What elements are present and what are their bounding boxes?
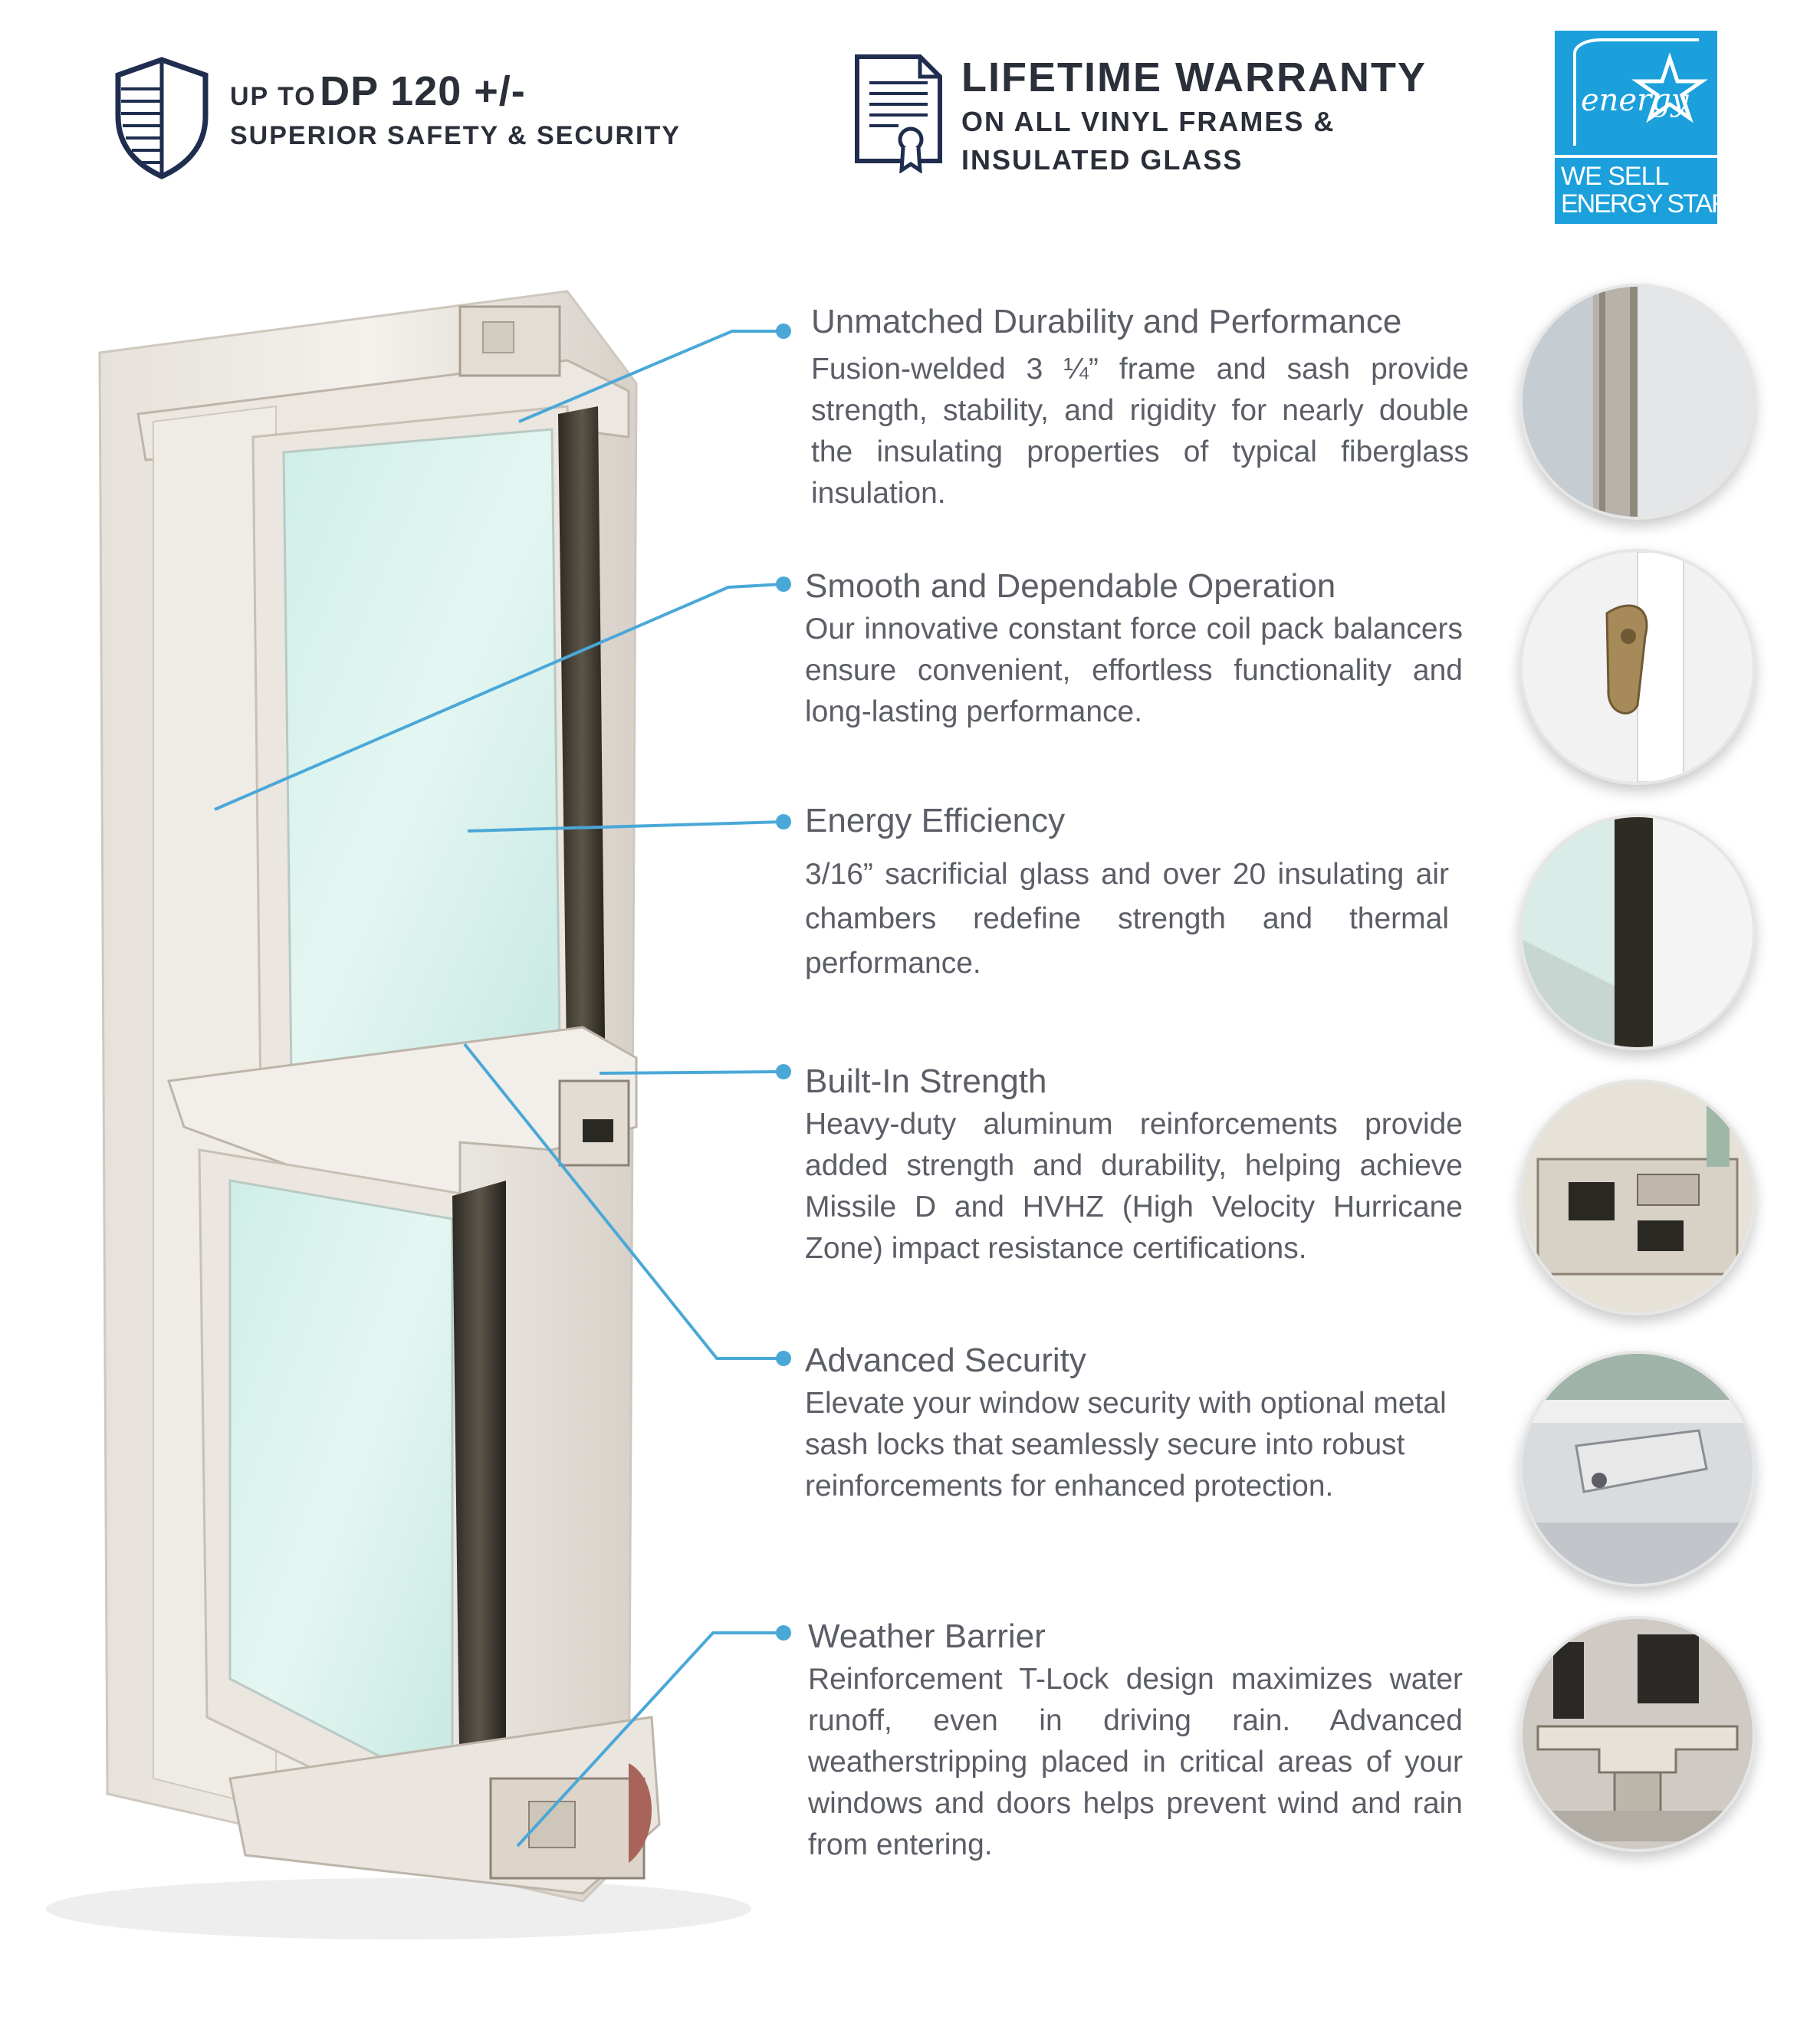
feature-4 — [805, 1063, 1463, 1269]
callout-dot-2 — [776, 576, 791, 592]
feature-title: Advanced Security — [805, 1342, 1086, 1379]
feature-body: Fusion-welded 3 ¼” frame and sash provide strength, stability, and rigidity for nearly double the insulating properties of typical fiberglass insulation. — [811, 353, 1469, 510]
feature-body: 3/16” sacrificial glass and over 20 insulating air chambers redefine strength and thermal performance. — [805, 858, 1449, 980]
warranty-title: LIFETIME WARRANTY — [961, 54, 1427, 100]
feature-body: Elevate your window security with optional metal sash locks that seamlessly secure into robust reinforcements for enhanced protection. — [805, 1387, 1447, 1503]
detail-photo-t-lock — [1519, 1616, 1756, 1852]
energy-star-logo — [1555, 31, 1729, 224]
feature-title: Energy Efficiency — [805, 802, 1066, 839]
callout-dot-4 — [776, 1064, 791, 1079]
feature-title: Smooth and Dependable Operation — [805, 567, 1336, 605]
shield-icon — [113, 57, 210, 183]
detail-photo-sash-lock — [1519, 1351, 1756, 1587]
detail-photo-balancer — [1519, 549, 1756, 785]
feature-title: Weather Barrier — [808, 1618, 1046, 1655]
energy-star-line2: ENERGY STAR — [1561, 189, 1729, 218]
feature-3 — [805, 802, 1449, 986]
warranty-line2: INSULATED GLASS — [961, 144, 1243, 176]
callout-dot-1 — [776, 324, 791, 339]
window-cutaway-illustration — [0, 276, 767, 1966]
detail-photo-reinforcement — [1519, 1079, 1756, 1315]
feature-title: Built-In Strength — [805, 1063, 1047, 1100]
dp-subtitle: SUPERIOR SAFETY & SECURITY — [230, 121, 681, 150]
feature-5 — [805, 1342, 1463, 1507]
callout-dot-3 — [776, 814, 791, 829]
feature-1 — [811, 303, 1469, 514]
certificate-icon — [853, 54, 944, 177]
energy-script: energy — [1581, 83, 1689, 118]
energy-star-line1: WE SELL — [1561, 162, 1669, 191]
feature-2 — [805, 567, 1463, 733]
feature-body: Reinforcement T-Lock design maximizes water runoff, even in driving rain. Advanced weatherstripping placed in critical areas of your windows and doors helps prevent wind and rain from entering. — [808, 1663, 1463, 1861]
dp-prefix: UP TO — [230, 82, 317, 111]
feature-body: Our innovative constant force coil pack balancers ensure convenient, effortless functionality and long-lasting performance. — [805, 613, 1463, 728]
detail-photo-frame-profile — [1519, 284, 1756, 520]
feature-body: Heavy-duty aluminum reinforcements provide added strength and durability, helping achieve Missile D and HVHZ (High Velocity Hurricane Zone) impact resistance certifications. — [805, 1108, 1463, 1265]
warranty-line1: ON ALL VINYL FRAMES & — [961, 106, 1335, 137]
energy-star-icon — [1555, 31, 1717, 155]
dp-rating — [230, 67, 526, 115]
feature-title: Unmatched Durability and Performance — [811, 303, 1402, 340]
detail-photo-glass-edge — [1519, 814, 1756, 1050]
callout-dot-6 — [776, 1625, 791, 1641]
callout-dot-5 — [776, 1351, 791, 1366]
dp-value: DP 120 +/- — [320, 68, 526, 114]
feature-6 — [808, 1618, 1463, 1866]
